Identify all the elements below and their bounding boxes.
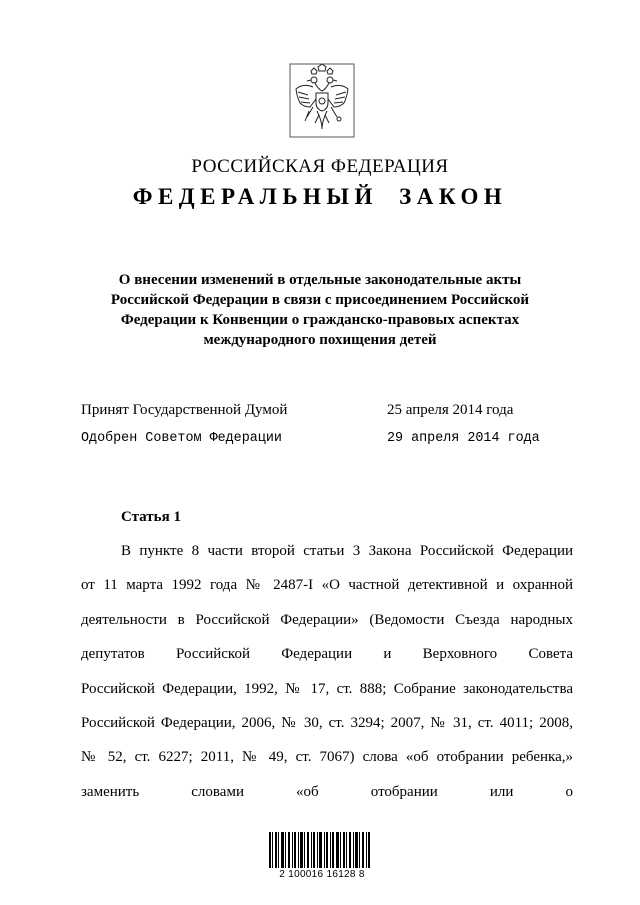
body-line: Российской Федерации, 2006, № 30, ст. 3294; 2007, № 31, ст. 4011; 2008, — [81, 714, 573, 731]
law-title-line: Российской Федерации в связи с присоединением Российской — [110, 292, 530, 308]
adoption-duma-date: 25 апреля 2014 года — [387, 402, 514, 418]
barcode-number: 2 100016 16128 8 — [279, 869, 365, 880]
law-title — [90, 270, 550, 350]
body-line: от 11 марта 1992 года № 2487-I «О частной детективной и охранной — [81, 577, 573, 594]
body-line: деятельности в Российской Федерации» (Ведомости Съезда народных — [81, 611, 573, 628]
adoption-duma-label: Принят Государственной Думой — [81, 402, 288, 418]
law-title-line: О внесении изменений в отдельные законодательные акты — [118, 272, 522, 288]
adoption-council-label: Одобрен Советом Федерации — [81, 431, 282, 446]
body-line: Российской Федерации, 1992, № 17, ст. 888; Собрание законодательства — [81, 680, 573, 697]
body-line: депутатов Российской Федерации и Верховного Совета — [81, 646, 573, 663]
article-body — [81, 541, 573, 816]
body-line: В пункте 8 части второй статьи 3 Закона Российской Федерации — [121, 543, 573, 559]
body-line: заменить словами «об отобрании или о — [81, 783, 573, 800]
country-name: РОССИЙСКАЯ ФЕДЕРАЦИЯ — [191, 156, 449, 177]
document-type: ФЕДЕРАЛЬНЫЙ ЗАКОН — [132, 184, 508, 209]
adoption-council-date: 29 апреля 2014 года — [387, 431, 540, 446]
body-line: № 52, ст. 6227; 2011, № 49, ст. 7067) слова «об отобрании ребенка,» — [81, 749, 573, 766]
law-title-line: Федерации к Конвенции о гражданско-правовых аспектах — [120, 312, 520, 328]
article-heading: Статья 1 — [121, 509, 181, 525]
coat-of-arms-emblem — [289, 63, 355, 138]
law-title-line: международного похищения детей — [203, 332, 437, 348]
